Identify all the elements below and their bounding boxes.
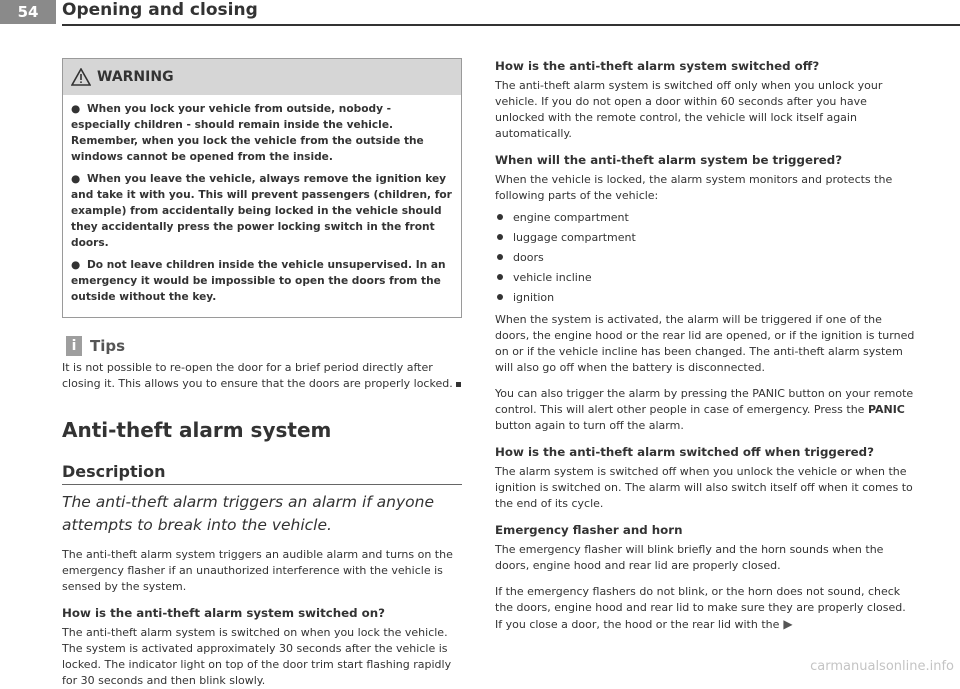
continue-arrow-icon: ▶ — [783, 617, 793, 631]
alarm-off-heading: How is the anti-theft alarm switched off when triggered? — [495, 445, 874, 459]
warning-item: ● When you lock your vehicle from outside, nobody - especially children - should remain inside the vehicle. Remember, when you lock the vehicle from the outside the windows cannot be opened from the inside. — [71, 103, 424, 163]
list-item: doors — [495, 248, 915, 268]
header-divider — [62, 24, 960, 26]
section-intro: The anti-theft alarm triggers an alarm if anyone attempts to break into the vehicle. — [62, 493, 434, 534]
warning-title: WARNING — [97, 69, 174, 85]
bullet-icon: ● — [71, 173, 81, 185]
warning-body — [63, 95, 461, 317]
tips-header — [62, 336, 462, 356]
triggered-text: When the vehicle is locked, the alarm system monitors and protects the following parts of the vehicle: — [495, 173, 893, 202]
list-item: ignition — [495, 288, 915, 308]
subtitle-divider — [62, 484, 462, 485]
left-column — [62, 58, 462, 689]
tips-title: Tips — [90, 337, 126, 355]
switch-on-heading: How is the anti-theft alarm system switched on? — [62, 606, 386, 620]
warning-triangle-icon — [71, 68, 91, 86]
right-column — [495, 58, 915, 633]
bullet-icon — [497, 214, 503, 220]
switch-off-text: The anti-theft alarm system is switched off only when you unlock your vehicle. If you do not open a door within 60 seconds after you have unlocked with the remote control, the vehicle will lock itself again automatically. — [495, 79, 883, 140]
list-item: vehicle incline — [495, 268, 915, 288]
watermark: carmanualsonline.info — [810, 659, 954, 674]
flasher-heading: Emergency flasher and horn — [495, 523, 683, 537]
flasher-text: The emergency flasher will blink briefly and the horn sounds when the doors, engine hood and rear lid are properly closed. — [495, 543, 884, 572]
warning-item: ● When you leave the vehicle, always remove the ignition key and take it with you. This will prevent passengers (children, for example) from accidentally being locked in the vehicle should they accidentally press the power locking switch in the front doors. — [71, 173, 452, 249]
warning-header — [63, 59, 461, 95]
info-icon: i — [66, 336, 82, 356]
bullet-icon — [497, 274, 503, 280]
list-item: luggage compartment — [495, 228, 915, 248]
end-mark-icon — [456, 382, 461, 387]
monitored-parts-list — [495, 208, 915, 308]
bullet-icon — [497, 254, 503, 260]
page-number: 54 — [0, 0, 56, 24]
warning-item: ● Do not leave children inside the vehicle unsupervised. In an emergency it would be impossible to open the doors from the outside without the key. — [71, 259, 446, 303]
section-title: Anti-theft alarm system — [62, 418, 332, 442]
list-item: engine compartment — [495, 208, 915, 228]
panic-text: You can also trigger the alarm by pressing the PANIC button on your remote control. This will alert other people in case of emergency. Press the PANIC button again to turn off the alarm. — [495, 387, 914, 432]
bullet-icon: ● — [71, 103, 81, 115]
section-subtitle: Description — [62, 462, 166, 481]
chapter-title: Opening and closing — [62, 0, 258, 20]
tips-text: It is not possible to re-open the door for a brief period directly after closing it. This allows you to ensure that the doors are properly locked. — [62, 360, 462, 392]
bullet-icon: ● — [71, 259, 81, 271]
switch-on-text: The anti-theft alarm system is switched on when you lock the vehicle. The system is activated approximately 30 seconds after the vehicle is locked. The indicator light on top of the door trim start flashing rapidly for 30 seconds and then blink slowly. — [62, 626, 452, 687]
warning-box — [62, 58, 462, 318]
switch-off-heading: How is the anti-theft alarm system switched off? — [495, 59, 820, 73]
bullet-icon — [497, 294, 503, 300]
alarm-off-text: The alarm system is switched off when you unlock the vehicle or when the ignition is switched on. The alarm will also switch itself off when it comes to the end of its cycle. — [495, 465, 913, 510]
triggered-heading: When will the anti-theft alarm system be triggered? — [495, 153, 843, 167]
triggered-text-2: When the system is activated, the alarm will be triggered if one of the doors, the engine hood or the rear lid are opened, or if the ignition is turned on or if the vehicle incline has been changed. The anti-theft alarm system will also go off when the battery is disconnected. — [495, 313, 915, 374]
description-text: The anti-theft alarm system triggers an audible alarm and turns on the emergency flasher if an unauthorized interference with the vehicle is sensed by the system. — [62, 548, 453, 593]
bullet-icon — [497, 234, 503, 240]
flasher-text-2: If the emergency flashers do not blink, or the horn does not sound, check the doors, engine hood and rear lid to make sure they are properly closed. If you close a door, the hood or the rear lid with the ▶ — [495, 585, 906, 631]
